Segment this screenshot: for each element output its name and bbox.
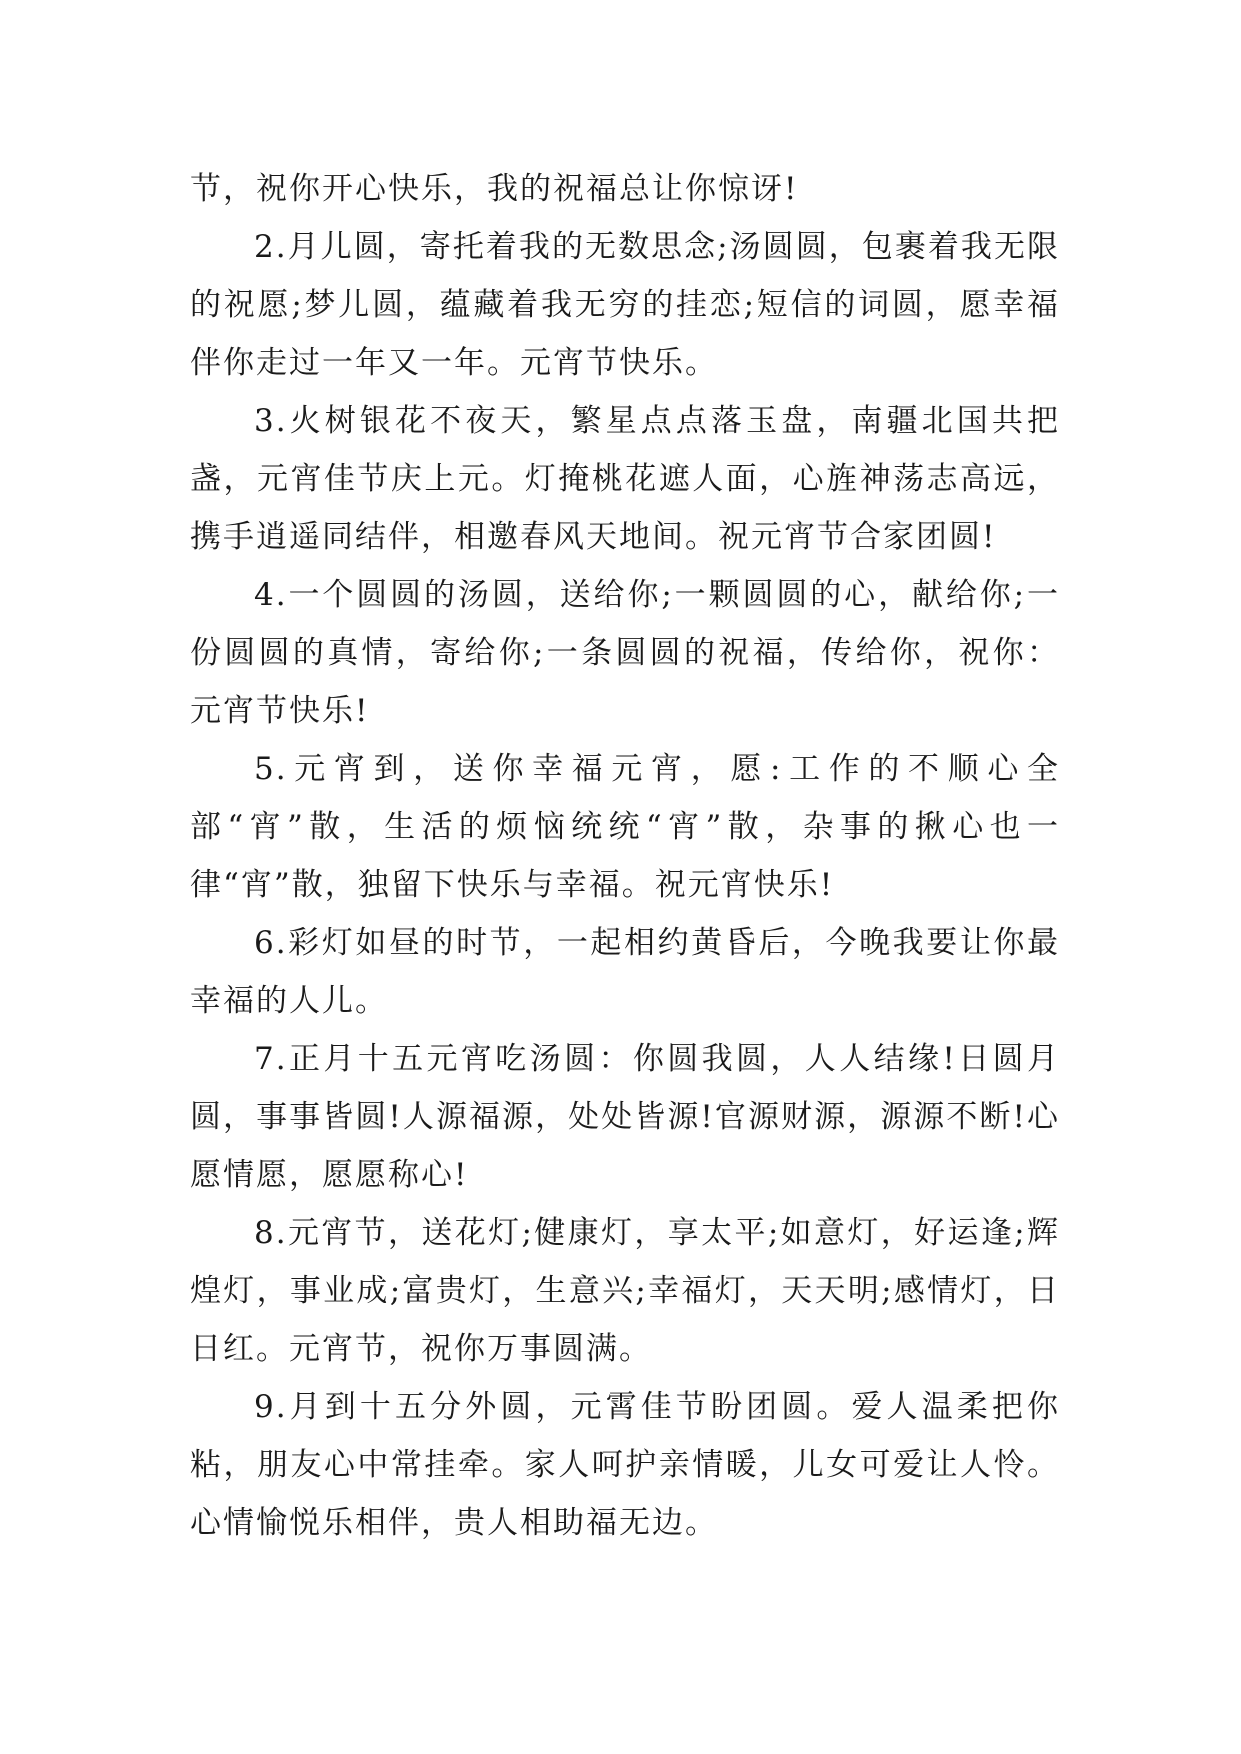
paragraph-item-3: 3.火树银花不夜天，繁星点点落玉盘，南疆北国共把盏，元宵佳节庆上元。灯掩桃花遮人面，心旌神荡志高远，携手逍遥同结伴，相邀春风天地间。祝元宵节合家团圆! [190,403,1060,555]
paragraph-item-4: 4.一个圆圆的汤圆，送给你;一颗圆圆的心，献给你;一份圆圆的真情，寄给你;一条圆圆的祝福，传给你，祝你：元宵节快乐! [190,577,1060,729]
paragraph-item-7: 7.正月十五元宵吃汤圆：你圆我圆，人人结缘!日圆月圆，事事皆圆!人源福源，处处皆源!官源财源，源源不断!心愿情愿，愿愿称心! [190,1041,1060,1193]
paragraph-item-6: 6.彩灯如昼的时节，一起相约黄昏后，今晚我要让你最幸福的人儿。 [190,925,1060,1019]
paragraph-item-5: 5.元宵到，送你幸福元宵，愿:工作的不顺心全部“宵”散，生活的烦恼统统“宵”散，杂事的揪心也一律“宵”散，独留下快乐与幸福。祝元宵快乐! [190,751,1060,903]
document-body [190,160,1060,1552]
paragraph-item-8: 8.元宵节，送花灯;健康灯，享太平;如意灯，好运逢;辉煌灯，事业成;富贵灯，生意兴;幸福灯，天天明;感情灯，日日红。元宵节，祝你万事圆满。 [190,1215,1060,1367]
paragraph-item-9: 9.月到十五分外圆，元霄佳节盼团圆。爱人温柔把你粘，朋友心中常挂牵。家人呵护亲情暖，儿女可爱让人怜。心情愉悦乐相伴，贵人相助福无边。 [190,1389,1060,1541]
paragraph-continuation: 节，祝你开心快乐，我的祝福总让你惊讶! [190,171,799,207]
paragraph-item-2: 2.月儿圆，寄托着我的无数思念;汤圆圆，包裹着我无限的祝愿;梦儿圆，蕴藏着我无穷的挂恋;短信的词圆，愿幸福伴你走过一年又一年。元宵节快乐。 [190,229,1060,381]
